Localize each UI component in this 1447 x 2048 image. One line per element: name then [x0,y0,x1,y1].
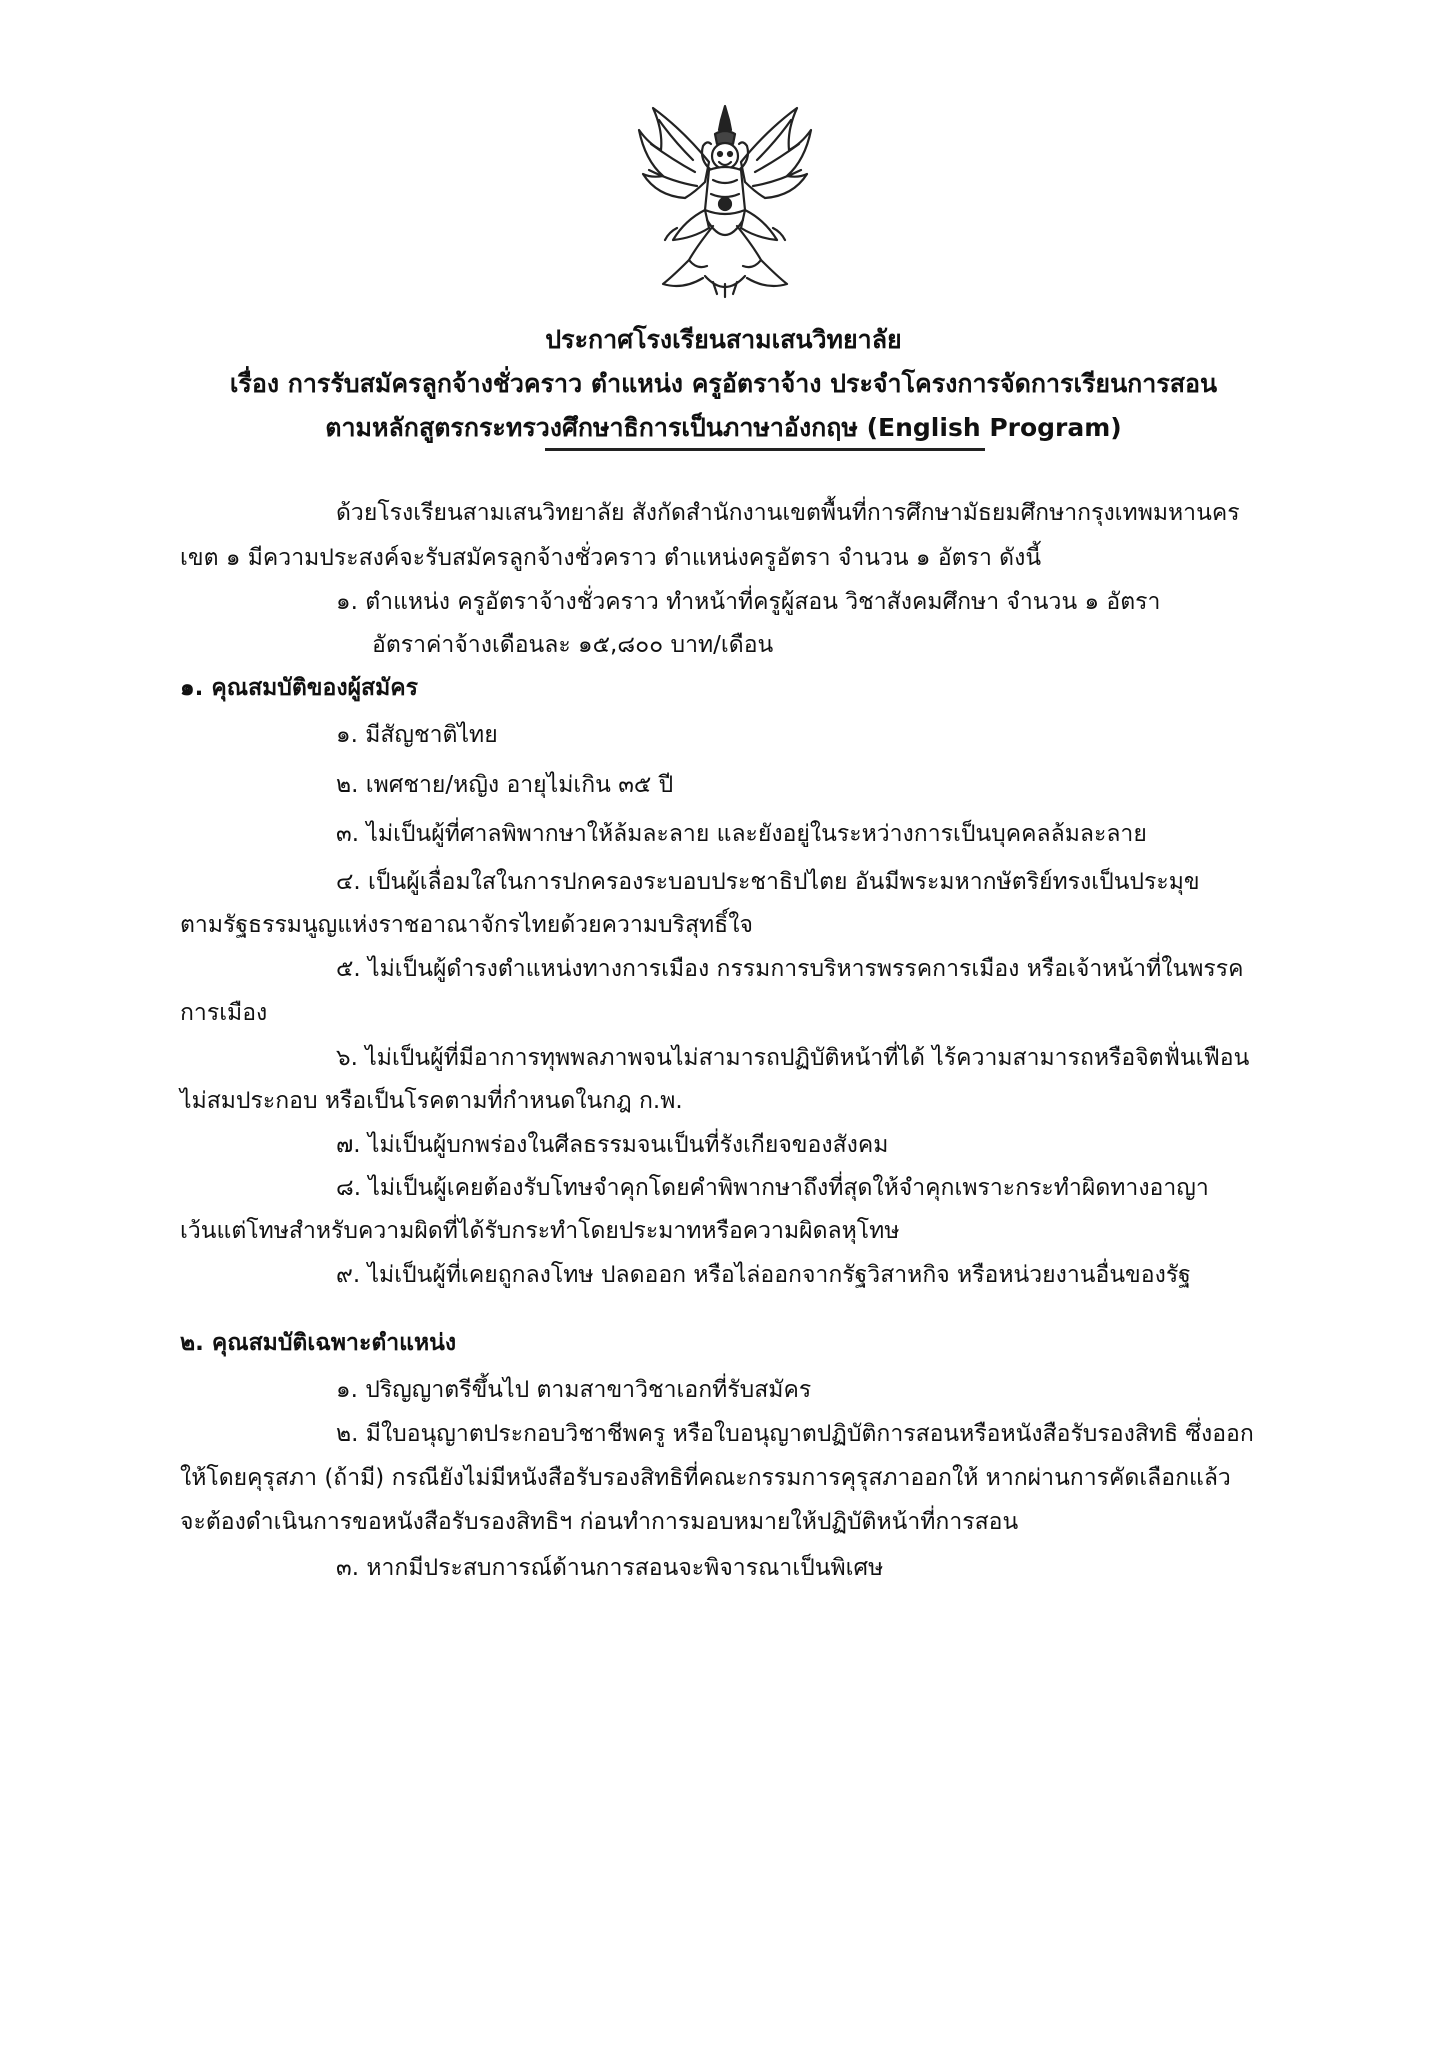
position-qualification-item-2: ๒. มีใบอนุญาตประกอบวิชาชีพครู หรือใบอนุญาตปฏิบัติการสอนหรือหนังสือรับรองสิทธิ ซึ่งออก [336,1421,1254,1447]
section-2-heading: ๒. คุณสมบัติเฉพาะตำแหน่ง [180,1330,457,1356]
qualification-item-6: ๖. ไม่เป็นผู้ที่มีอาการทุพพลภาพจนไม่สามารถปฏิบัติหน้าที่ได้ ไร้ความสามารถหรือจิตฟั่นเฟือน [336,1045,1250,1071]
section-1-heading: ๑. คุณสมบัติของผู้สมัคร [180,675,418,701]
qualification-item-4-continued: ตามรัฐธรรมนูญแห่งราชอาณาจักรไทยด้วยความบริสุทธิ์ใจ [180,912,753,938]
intro-line-1: ด้วยโรงเรียนสามเสนวิทยาลัย สังกัดสำนักงานเขตพื้นที่การศึกษามัธยมศึกษากรุงเทพมหานคร [336,500,1240,526]
qualification-item-5-continued: การเมือง [180,1000,268,1026]
position-line: ๑. ตำแหน่ง ครูอัตราจ้างชั่วคราว ทำหน้าที่ครูผู้สอน วิชาสังคมศึกษา จำนวน ๑ อัตรา [336,589,1161,615]
title-underline [545,448,985,451]
qualification-item-3: ๓. ไม่เป็นผู้ที่ศาลพิพากษาให้ล้มละลาย และยังอยู่ในระหว่างการเป็นบุคคลล้มละลาย [336,821,1147,847]
qualification-item-2: ๒. เพศชาย/หญิง อายุไม่เกิน ๓๕ ปี [336,772,674,798]
qualification-item-5: ๕. ไม่เป็นผู้ดำรงตำแหน่งทางการเมือง กรรมการบริหารพรรคการเมือง หรือเจ้าหน้าที่ในพรรค [336,956,1244,982]
qualification-item-8-continued: เว้นแต่โทษสำหรับความผิดที่ได้รับกระทำโดยประมาทหรือความผิดลหุโทษ [180,1218,900,1244]
qualification-item-1: ๑. มีสัญชาติไทย [336,722,498,748]
qualification-item-7: ๗. ไม่เป็นผู้บกพร่องในศีลธรรมจนเป็นที่รังเกียจของสังคม [336,1132,889,1158]
intro-line-2: เขต ๑ มีความประสงค์จะรับสมัครลูกจ้างชั่วคราว ตำแหน่งครูอัตรา จำนวน ๑ อัตรา ดังนี้ [180,545,1042,571]
position-qualification-item-1: ๑. ปริญญาตรีขึ้นไป ตามสาขาวิชาเอกที่รับสมัคร [336,1377,812,1403]
position-qualification-item-3: ๓. หากมีประสบการณ์ด้านการสอนจะพิจารณาเป็นพิเศษ [336,1555,884,1581]
qualification-item-6-continued: ไม่สมประกอบ หรือเป็นโรคตามที่กำหนดในกฎ ก.พ. [180,1088,683,1114]
qualification-item-4: ๔. เป็นผู้เลื่อมใสในการปกครองระบอบประชาธิปไตย อันมีพระมหากษัตริย์ทรงเป็นประมุข [336,869,1200,895]
announcement-subject-continued: ตามหลักสูตรกระทรวงศึกษาธิการเป็นภาษาอังกฤษ (English Program) [325,413,1122,442]
salary-line: อัตราค่าจ้างเดือนละ ๑๕,๘๐๐ บาท/เดือน [372,632,774,658]
document-header [0,318,1447,450]
qualification-item-8: ๘. ไม่เป็นผู้เคยต้องรับโทษจำคุกโดยคำพิพากษาถึงที่สุดให้จำคุกเพราะกระทำผิดทางอาญา [336,1175,1209,1201]
position-qualification-item-2-continued-2: จะต้องดำเนินการขอหนังสือรับรองสิทธิฯ ก่อนทำการมอบหมายให้ปฏิบัติหน้าที่การสอน [180,1509,1019,1535]
announcement-title: ประกาศโรงเรียนสามเสนวิทยาลัย [545,325,902,354]
garuda-emblem-icon [633,100,817,300]
qualification-item-9: ๙. ไม่เป็นผู้ที่เคยถูกลงโทษ ปลดออก หรือไล่ออกจากรัฐวิสาหกิจ หรือหน่วยงานอื่นของรัฐ [336,1262,1191,1288]
position-qualification-item-2-continued: ให้โดยคุรุสภา (ถ้ามี) กรณียังไม่มีหนังสือรับรองสิทธิที่คณะกรรมการคุรุสภาออกให้ หากผ่านการคัดเลือกแล้ว [180,1465,1231,1491]
announcement-subject: เรื่อง การรับสมัครลูกจ้างชั่วคราว ตำแหน่ง ครูอัตราจ้าง ประจำโครงการจัดการเรียนการสอน [229,369,1218,398]
